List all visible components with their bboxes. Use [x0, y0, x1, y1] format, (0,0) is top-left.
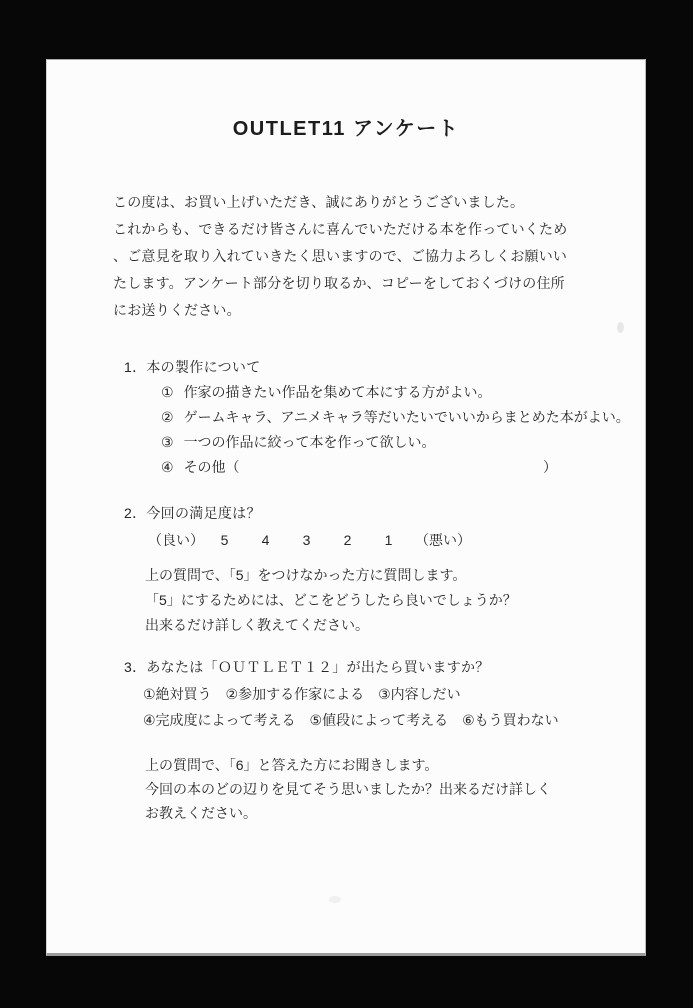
option-text: 作家の描きたい作品を集めて本にする方がよい。 — [183, 384, 492, 400]
intro-line: たします。アンケート部分を切り取るか、コピーをしておくづけの住所 — [113, 275, 565, 291]
question-3-options — [143, 682, 559, 733]
scale-value-2: 2 — [343, 532, 352, 548]
question-3-option-line: ④完成度によって考える ⑤値段によって考える ⑥もう買わない — [143, 711, 559, 728]
question-1-option-other — [161, 455, 630, 480]
question-1-option — [161, 430, 630, 455]
followup-line: 上の質問で、「6」と答えた方にお聞きします。 — [145, 757, 439, 773]
circled-number-icon: ② — [161, 409, 174, 425]
followup-line: 出来るだけ詳しく教えてください。 — [145, 617, 369, 633]
scale-value-1: 1 — [384, 532, 393, 548]
intro-line: にお送りください。 — [113, 302, 241, 318]
intro-line: これからも、できるだけ皆さんに喜んでいただける本を作っていくため — [113, 221, 568, 237]
scan-speck — [329, 896, 341, 903]
question-1-heading: 1．本の製作について — [124, 359, 261, 375]
paper-page — [46, 59, 646, 956]
satisfaction-scale — [148, 530, 471, 550]
question-3-option-line: ①絶対買う ②参加する作家による ③内容しだい — [143, 686, 461, 702]
scale-value-5: 5 — [220, 532, 229, 548]
option-text: 一つの作品に絞って本を作って欲しい。 — [183, 434, 436, 450]
scale-value-3: 3 — [302, 532, 311, 548]
question-2-heading: 2．今回の満足度は？ — [124, 505, 261, 521]
other-blank-close-paren: ） — [543, 459, 557, 475]
question-3-heading: 3．あなたは「ＯＵＴＬＥＴ１２」が出たら買いますか？ — [124, 659, 490, 675]
intro-paragraph — [113, 189, 598, 324]
circled-number-icon: ④ — [161, 459, 174, 475]
question-1-option — [161, 380, 630, 405]
page-title: OUTLET11 アンケート — [232, 118, 460, 140]
question-1-options — [161, 380, 630, 480]
scale-good-label: （良い） — [148, 532, 204, 548]
intro-line: この度は、お買い上げいただき、誠にありがとうございました。 — [113, 194, 525, 210]
option-text: その他（ — [183, 459, 240, 475]
circled-number-icon: ③ — [161, 434, 174, 450]
scale-bad-label: （悪い） — [415, 532, 471, 548]
scan-speck — [617, 322, 624, 333]
followup-line: 「5」にするためには、どこをどうしたら良いでしょうか？ — [145, 592, 517, 608]
followup-line: お教えください。 — [145, 805, 257, 821]
question-1-option — [161, 405, 630, 430]
question-3-followup — [145, 753, 551, 825]
option-text: ゲームキャラ、アニメキャラ等だいたいでいいからまとめた本がよい。 — [183, 409, 630, 425]
followup-line: 今回の本のどの辺りを見てそう思いましたか？出来るだけ詳しく — [145, 781, 551, 797]
intro-line: 、ご意見を取り入れていきたく思いますので、ご協力よろしくお願いい — [113, 248, 568, 264]
question-2-followup — [145, 563, 517, 638]
circled-number-icon: ① — [161, 384, 174, 400]
followup-line: 上の質問で、「5」をつけなかった方に質問します。 — [145, 567, 467, 583]
scale-value-4: 4 — [261, 532, 270, 548]
